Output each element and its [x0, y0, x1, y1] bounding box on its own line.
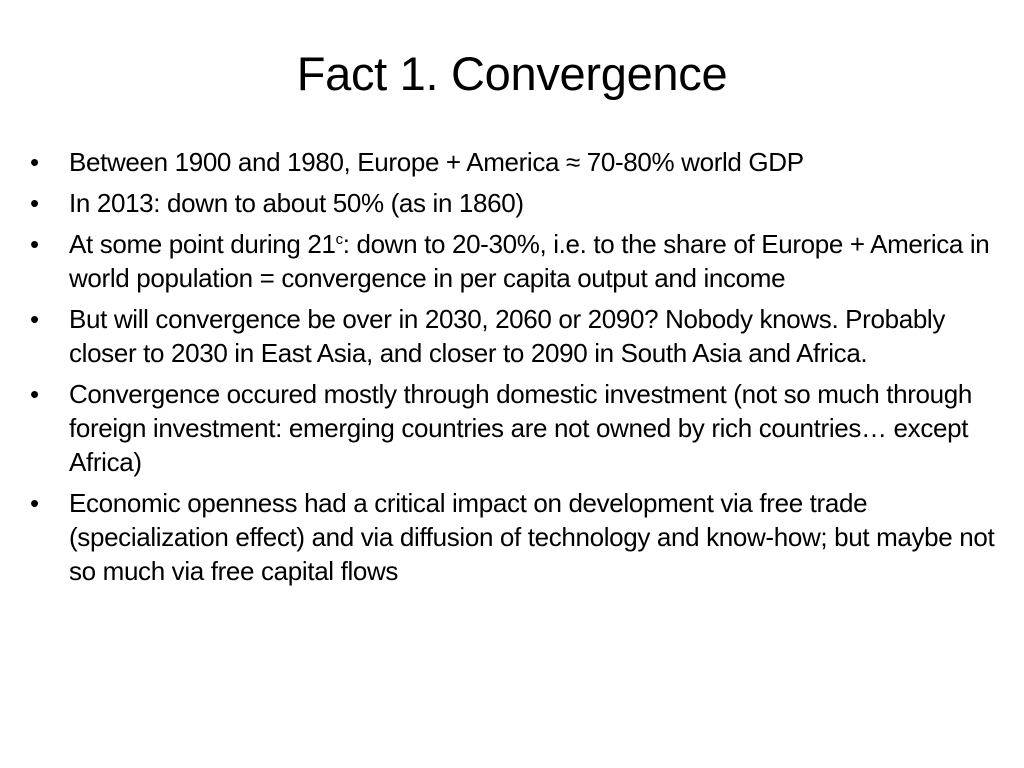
bullet-item — [30, 486, 1010, 588]
century-superscript: c — [335, 231, 343, 248]
bullet-text: Economic openness had a critical impact on development via free trade (specialization effect) and via diffusion of technology and know-how; but maybe not so much via free capital flows — [69, 488, 995, 586]
slide-title: Fact 1. Convergence — [296, 47, 728, 100]
bullet-text-start: At some point during 21 — [69, 229, 336, 259]
bullet-text: Convergence occured mostly through domestic investment (not so much through foreign investment: emerging countries are not owned by rich countries… except Africa) — [69, 379, 972, 477]
bullet-item — [30, 186, 1010, 220]
bullet-item — [30, 227, 1010, 295]
bullet-icon: • — [30, 229, 39, 259]
bullet-icon: • — [30, 304, 39, 334]
bullet-item — [30, 302, 1010, 370]
bullet-icon: • — [30, 147, 39, 177]
bullet-text-end: : down to 20-30%, i.e. to the share of Europe + America in world population = convergence in per capita output and income — [69, 229, 990, 293]
bullet-text: In 2013: down to about 50% (as in 1860) — [69, 188, 524, 218]
bullet-text: Between 1900 and 1980, Europe + America ≈ 70-80% world GDP — [69, 147, 804, 177]
bullet-icon: • — [30, 488, 39, 518]
bullet-item — [30, 145, 1010, 179]
bullet-icon: • — [30, 188, 39, 218]
bullet-icon: • — [30, 379, 39, 409]
bullet-text: But will convergence be over in 2030, 2060 or 2090? Nobody knows. Probably closer to 2030 in East Asia, and closer to 2090 in South Asia and Africa. — [69, 304, 946, 368]
bullet-item — [30, 377, 1010, 479]
bullet-list — [30, 145, 1010, 595]
